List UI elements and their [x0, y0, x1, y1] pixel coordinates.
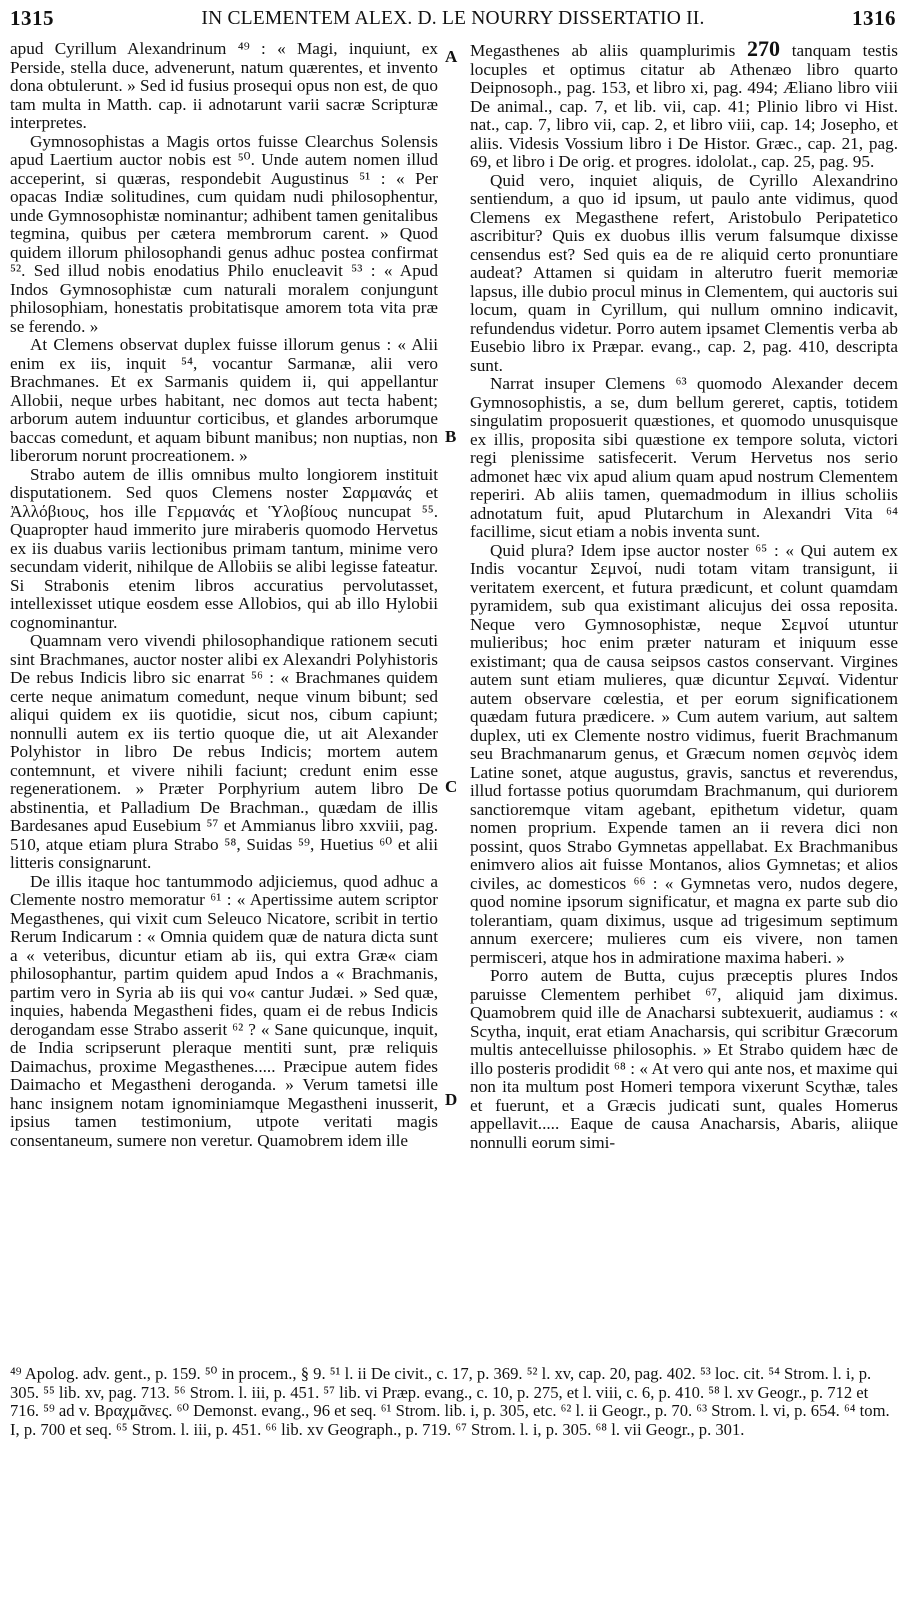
paragraph: apud Cyrillum Alexandrinum ⁴⁹ : « Magi, inquiunt, ex Perside, stella duce, advenerunt, natum quærentes, et invento dona obtulerunt. » Sed id fusius prosequi opus non est, de quo tam multa in Matth. cap. ii adnotarunt varii sacræ Scripturæ interpretes. [10, 39, 438, 132]
paragraph-continuation: tanquam testis locuples et optimus citatur ab Athenæo libro quarto Deipnosoph., pag. 153, et libro xi, pag. 494; Æliano libro viii De animal., cap. 7, et lib. vii, cap. 41; Plinio libro vi Hist. nat., cap. 7, libro vii, cap. 2, et libro viii, cap. 14; Josepho, et aliis. Videsis Vossium libro i De Histor. Græc., cap. 21, pag. 69, et libro i De orig. et progres. idololat., cap. 25, pag. 95. [470, 41, 898, 171]
paragraph: Narrat insuper Clemens ⁶³ quomodo Alexander decem Gymnosophistis, a se, dum bellum gereret, captis, totidem singulatim proposuerit quæstiones, et quomodo unusquisque ex illis, proposita sibi quæstione ex tempore soluta, victori regi plenissime satisfecerit. Verum Hervetus nos serio admonet hæc vix apud alium quam apud nostrum Clementem reperiri. Ab aliis tamen, quemadmodum in illius scholiis adnotatum fuit, apud Plutarchum in Alexandri Vita ⁶⁴ facillime, sicut etiam a nobis inventa sunt. [470, 374, 898, 541]
paragraph: Gymnosophistas a Magis ortos fuisse Clearchus Solensis apud Laertium auctor nobis est ⁵⁰. Unde autem nomen illud acceperint, si quæras, respondebit Augustinus ⁵¹ : « Per opacas Indiæ solitudines, cum quidam nudi philosophentur, unde Gymnosophistæ nominantur; adhibent tamen genitalibus tegmina, quibus per cætera membrorum carent. » Quod quidem illorum philosophandi genus adhuc postea confirmat ⁵². Sed illud nobis enodatius Philo enucleavit ⁵³ : « Apud Indos Gymnosophistæ cum naturali moralem conjungunt philosophiam, honestatis probitatisque amorem tota vita præ se ferendo. » [10, 131, 438, 336]
paragraph: Quid vero, inquiet aliquis, de Cyrillo Alexandrino sentiendum, a quo id ipsum, ut paulo ante vidimus, quod Clemens ex Megasthene refert, Aristobulo Peripatetico ascribitur? Quis ex duobus illis verum falsumque dixisse censendus est? Sed quis ea de re aliquid certo pronuntiare audeat? Attamen si quidam in alterutro fuerit memoriæ lapsus, ille dubio procul minus in Clementem, qui auctoris sui locum, quam in Cyrillum, qui nullum omnino indicavit, refundendus videtur. Porro autem ipsamet Clementis verba ab Eusebio libro ix Præpar. evang., cap. 2, pag. 410, descripta sunt. [470, 170, 898, 375]
paragraph: Quid plura? Idem ipse auctor noster ⁶⁵ : « Qui autem ex Indis vocantur Σεμνοί, nudi totam vitam transigunt, ii veritatem exercent, et futura prædicunt, et colunt quamdam pyramidem, sub qua existimant alicujus dei ossa reposita. Neque vero Gymnosophistæ, neque Σεμνοί utuntur mulieribus; hoc enim præter naturam et iniquum esse existimant; qua de causa seipsos castos conservant. Virgines autem sunt etiam mulieres, quæ dicuntur Σεμναί. Videntur autem observare cœlestia, et per eorum significationem quædam futura prædicere. » Cum autem varium, aut saltem duplex, uti ex Clemente nostro vidimus, fuerit Brachmanum seu Brachmanarum genus, et Græcum nomen σεμνὸς idem Latine sonet, atque augustus, gravis, sanctus et reverendus, illud fortasse potius quorumdam Brachmanum, qui duriorem sanctioremque vitam agebant, epithetum videtur, quam nomen proprium. Expende tamen an ii revera dici non possint, quos Strabo Gymnetas appellabat. Ex Brachmanibus enimvero alios ait fuisse Montanos, alios Gymnetas; et alios civiles, ac domesticos ⁶⁶ : « Gymnetas vero, nudos degere, quod nomine ipsorum significatur, et magna ex parte sub dio tolerantiam, quam diximus, usque ad trigesimum septimum annum exercere; mulieres cum eis vivere, non tamen permisceri, atque hos in admiratione maxima haberi. » [470, 540, 898, 967]
page-number-right: 1316 [852, 6, 896, 30]
page-header [0, 0, 906, 36]
paragraph: At Clemens observat duplex fuisse illorum genus : « Alii enim ex iis, inquit ⁵⁴, vocantur Sarmanæ, alii vero Brachmanes. Et ex Sarmanis quidem ii, qui appellantur Allobii, neque urbes habitant, nec domos aut tecta habent; arborum autem induuntur corticibus, et glandes arborumque baccas comedunt, et aquam bibunt manibus; non nuptias, non liberorum norunt procreationem. » [10, 335, 438, 465]
paragraph: Quamnam vero vivendi philosophandique rationem secuti sint Brachmanes, auctor noster alibi ex Alexandri Polyhistoris De rebus Indicis libro sic enarrat ⁵⁶ : « Brachmanes quidem certe neque animatum comedunt, neque vinum bibunt; sed aliqui quidem ex iis quotidie, sicut nos, cibum capiunt; nonnulli autem ex iis tertio quoque die, ut ait Alexander Polyhistor in libro De rebus Indicis; mortem autem contemnunt, et vivere nihili faciunt; credunt enim esse regenerationem. » Præter Porphyrium autem libro De abstinentia, et Palladium De Brachman., quædam de illis Bardesanes apud Eusebium ⁵⁷ et Ammianus libro xxviii, pag. 510, atque etiam plura Strabo ⁵⁸, Suidas ⁵⁹, Huetius ⁶⁰ et alii litteris consignarunt. [10, 631, 438, 872]
left-column [10, 40, 438, 1150]
paragraph: Porro autem de Butta, cujus præceptis plures Indos paruisse Clementem perhibet ⁶⁷, aliquid jam diximus. Quamobrem quid ille de Anacharsi subtexuerit, audiamus : « Scytha, inquit, erat etiam Anacharsis, qui scribitur Græcorum multis antecelluisse philosophis. » Et Strabo quidem hæc de illo posteris prodidit ⁶⁸ : « At vero qui ante nos, et maxime qui non ita multum post Homeri tempora vixerunt Scythæ, tales et fuerunt, et a Græcis judicati sunt, quales Homerus appellavit..... Eaque de causa Anacharsis, Abaris, aliique nonnulli eorum simi- [470, 966, 898, 1152]
margin-marker-c: C [445, 777, 458, 796]
paragraph: Strabo autem de illis omnibus multo longiorem instituit disputationem. Sed quos Clemens noster Σαρμανάς et Ἀλλόβιους, hos ille Γερμανάς et Ὑλοβίους nuncupat ⁵⁵. Quapropter haud immerito jure miraberis quomodo Hervetus ex iis duabus variis lectionibus primam tantum, minime vero secundam viderit, nihilque de Allobiis se alibi legisse fateatur. Si Strabonis etenim libros accuratius pervolutasset, intellexisset utique eosdem esse Allobios, qui ab illo Hylobii cognominantur. [10, 464, 438, 632]
page-number-left: 1315 [10, 6, 54, 30]
paragraph-start: Megasthenes ab aliis quamplurimis [470, 41, 736, 60]
margin-marker-a: A [445, 47, 458, 66]
margin-marker-d: D [445, 1090, 458, 1109]
paragraph [470, 36, 898, 172]
footnotes: ⁴⁹ Apolog. adv. gent., p. 159. ⁵⁰ in procem., § 9. ⁵¹ l. ii De civit., c. 17, p. 369. ⁵² l. xv, cap. 20, pag. 402. ⁵³ loc. cit. ⁵⁴ Strom. l. i, p. 305. ⁵⁵ lib. xv, pag. 713. ⁵⁶ Strom. l. iii, p. 451. ⁵⁷ lib. vi Præp. evang., c. 10, p. 275, et l. viii, c. 6, p. 410. ⁵⁸ l. xv Geogr., p. 712 et 716. ⁵⁹ ad v. Βραχμᾶνες. ⁶⁰ Demonst. evang., 96 et seq. ⁶¹ Strom. lib. i, p. 305, etc. ⁶² l. ii Geogr., p. 70. ⁶³ Strom. l. vi, p. 654. ⁶⁴ tom. I, p. 700 et seq. ⁶⁵ Strom. l. iii, p. 451. ⁶⁶ lib. xv Geograph., p. 719. ⁶⁷ Strom. l. i, p. 305. ⁶⁸ l. vii Geogr., p. 301. [10, 1364, 890, 1439]
right-column [470, 36, 898, 1152]
margin-marker-b: B [445, 427, 457, 446]
running-title: IN CLEMENTEM ALEX. D. LE NOURRY DISSERTATIO II. [201, 8, 705, 29]
original-page-number: 270 [747, 36, 781, 61]
paragraph: De illis itaque hoc tantummodo adjiciemus, quod adhuc a Clemente nostro memoratur ⁶¹ : « Apertissime autem scriptor Megasthenes, qui vixit cum Seleuco Nicatore, scribit in tertio Rerum Indicarum : « Omnia quidem quæ de natura dicta sunt a « veteribus, dicuntur etiam ab iis, qui extra Græ« ciam philosophantur, partim quidem apud Indos a « Brachmanis, partim vero in Syria ab iis qui vo« cantur Judæi. » Sed quæ, inquies, habenda Megastheni fides, quam ei de rebus Indicis derogandam esse Strabo asserit ⁶² ? « Sane quicunque, inquit, de India scripserunt pleraque mentiti sunt, præ reliquis Daimachus, proxime Megasthenes..... Præcipue autem fides Daimacho et Megastheni deroganda. » Verum tametsi ille hanc insignem notam ignominiamque Megastheni inusserit, ipsius tamen testimonium, utpote veritati magis consentaneum, sumere non veretur. Quamobrem idem ille [10, 871, 438, 1150]
